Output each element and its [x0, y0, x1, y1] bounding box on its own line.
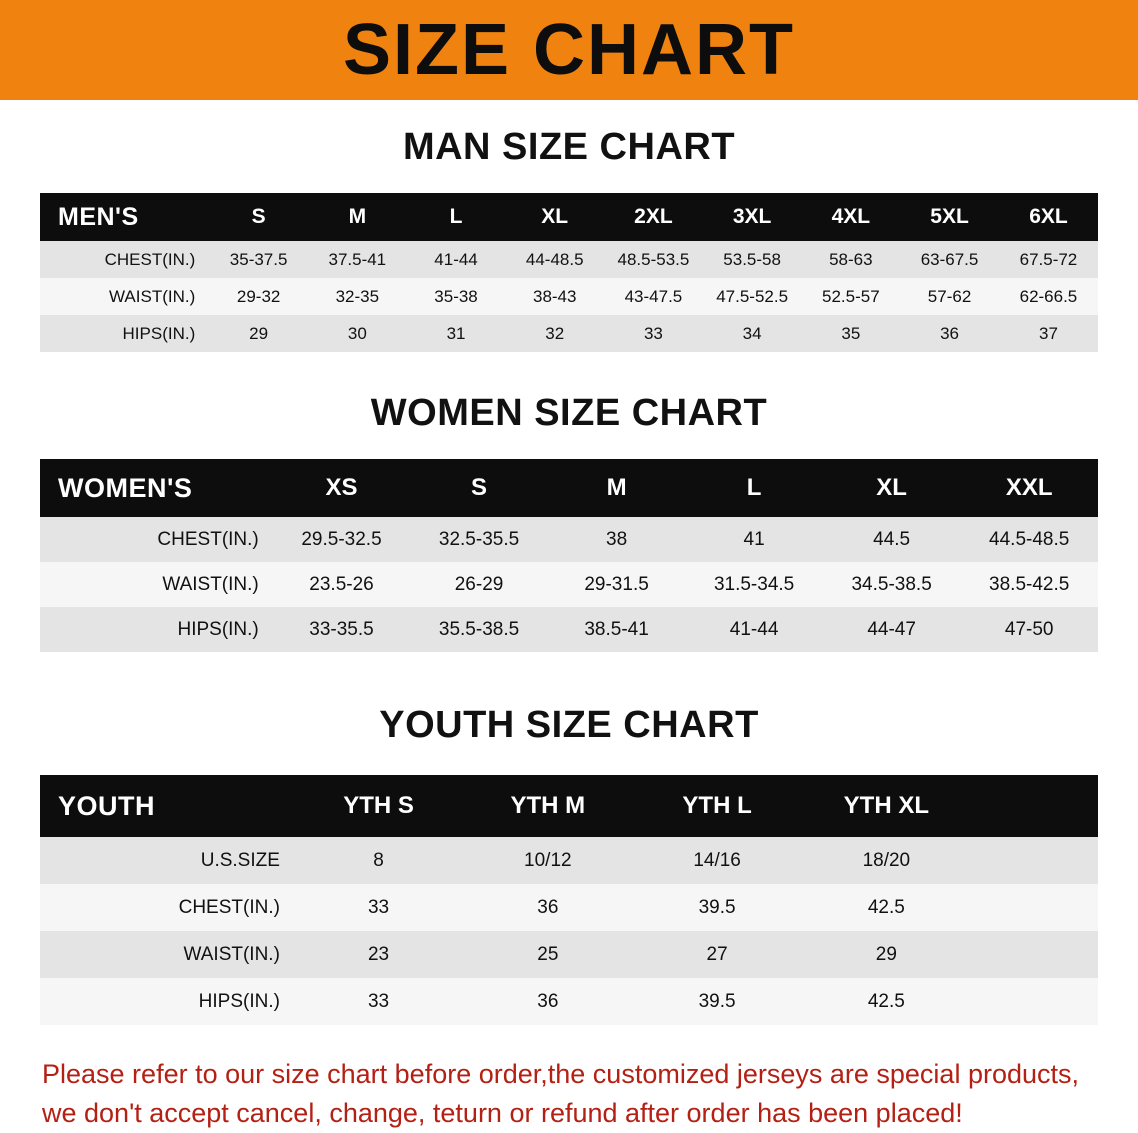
man-row-label: WAIST(IN.): [40, 278, 209, 315]
man-cell: 32-35: [308, 278, 407, 315]
page-title: SIZE CHART: [343, 10, 795, 90]
man-cell: 30: [308, 315, 407, 352]
man-cell: 52.5-57: [801, 278, 900, 315]
women-cell: 38: [548, 517, 686, 562]
youth-cell: 39.5: [632, 978, 801, 1025]
man-header-cell: 5XL: [900, 193, 999, 241]
women-cell: 32.5-35.5: [410, 517, 548, 562]
man-header-cell: 2XL: [604, 193, 703, 241]
table-row: [40, 517, 1098, 562]
table-row: [40, 562, 1098, 607]
youth-section-title: YOUTH SIZE CHART: [379, 704, 759, 746]
women-cell: 29.5-32.5: [273, 517, 411, 562]
man-cell: 32: [505, 315, 604, 352]
man-cell: 58-63: [801, 241, 900, 278]
women-cell: 38.5-41: [548, 607, 686, 652]
man-row-label: HIPS(IN.): [40, 315, 209, 352]
youth-cell: 23: [294, 931, 463, 978]
man-header-cell: S: [209, 193, 308, 241]
man-header-cell: 6XL: [999, 193, 1098, 241]
man-row-label: CHEST(IN.): [40, 241, 209, 278]
youth-cell: 10/12: [463, 837, 632, 884]
table-row: [40, 607, 1098, 652]
man-cell: 57-62: [900, 278, 999, 315]
women-section-title: WOMEN SIZE CHART: [370, 392, 768, 434]
youth-size-section: [0, 704, 1138, 1025]
youth-cell: 33: [294, 978, 463, 1025]
youth-table-header-row: [40, 775, 1098, 837]
women-header-cell: L: [685, 459, 823, 517]
man-header-cell: L: [407, 193, 506, 241]
women-cell: 47-50: [960, 607, 1098, 652]
women-size-table: [40, 459, 1098, 652]
table-row: [40, 978, 1098, 1025]
youth-header-label: YOUTH: [40, 775, 294, 837]
youth-row-label: WAIST(IN.): [40, 931, 294, 978]
women-cell: 44.5: [823, 517, 961, 562]
women-row-label: CHEST(IN.): [40, 517, 273, 562]
youth-size-table: [40, 775, 1098, 1025]
man-cell: 37: [999, 315, 1098, 352]
women-size-section: [0, 392, 1138, 652]
man-cell: 62-66.5: [999, 278, 1098, 315]
youth-cell: 39.5: [632, 884, 801, 931]
youth-header-cell: YTH M: [463, 775, 632, 837]
man-cell: 41-44: [407, 241, 506, 278]
women-header-cell: XS: [273, 459, 411, 517]
women-header-cell: XL: [823, 459, 961, 517]
women-cell: 44.5-48.5: [960, 517, 1098, 562]
man-size-section: [0, 126, 1138, 352]
man-cell: 33: [604, 315, 703, 352]
youth-header-cell: YTH XL: [802, 775, 971, 837]
youth-row-label: HIPS(IN.): [40, 978, 294, 1025]
women-header-label: WOMEN'S: [40, 459, 273, 517]
man-cell: 31: [407, 315, 506, 352]
man-cell: 48.5-53.5: [604, 241, 703, 278]
youth-cell: 36: [463, 884, 632, 931]
man-cell: 43-47.5: [604, 278, 703, 315]
women-table-header-row: [40, 459, 1098, 517]
women-cell: 23.5-26: [273, 562, 411, 607]
man-cell: 35: [801, 315, 900, 352]
man-cell: 29-32: [209, 278, 308, 315]
table-row: [40, 278, 1098, 315]
table-row: [40, 884, 1098, 931]
man-cell: 37.5-41: [308, 241, 407, 278]
man-cell: 63-67.5: [900, 241, 999, 278]
table-row: [40, 315, 1098, 352]
man-size-table: [40, 193, 1098, 352]
youth-cell-spacer: [971, 837, 1098, 884]
disclaimer-line-2: we don't accept cancel, change, teturn or refund after order has been placed!: [42, 1098, 963, 1129]
disclaimer-line-1: Please refer to our size chart before order,the customized jerseys are special products,: [42, 1059, 1080, 1089]
man-header-cell: M: [308, 193, 407, 241]
youth-cell: 8: [294, 837, 463, 884]
table-row: [40, 837, 1098, 884]
man-cell: 47.5-52.5: [703, 278, 802, 315]
youth-cell: 29: [802, 931, 971, 978]
youth-row-label: CHEST(IN.): [40, 884, 294, 931]
table-row: [40, 931, 1098, 978]
women-row-label: WAIST(IN.): [40, 562, 273, 607]
women-cell: 41-44: [685, 607, 823, 652]
women-cell: 38.5-42.5: [960, 562, 1098, 607]
man-cell: 53.5-58: [703, 241, 802, 278]
women-cell: 41: [685, 517, 823, 562]
youth-cell-spacer: [971, 884, 1098, 931]
man-header-cell: XL: [505, 193, 604, 241]
women-cell: 33-35.5: [273, 607, 411, 652]
man-cell: 67.5-72: [999, 241, 1098, 278]
youth-header-cell: YTH L: [632, 775, 801, 837]
man-header-label: MEN'S: [40, 193, 209, 241]
table-row: [40, 241, 1098, 278]
man-header-cell: 4XL: [801, 193, 900, 241]
man-cell: 34: [703, 315, 802, 352]
youth-cell: 42.5: [802, 978, 971, 1025]
youth-cell: 14/16: [632, 837, 801, 884]
women-cell: 26-29: [410, 562, 548, 607]
youth-cell-spacer: [971, 931, 1098, 978]
youth-cell: 27: [632, 931, 801, 978]
man-cell: 35-37.5: [209, 241, 308, 278]
man-cell: 36: [900, 315, 999, 352]
man-cell: 29: [209, 315, 308, 352]
youth-cell: 33: [294, 884, 463, 931]
youth-header-spacer: [971, 775, 1098, 837]
youth-cell: 18/20: [802, 837, 971, 884]
women-header-cell: S: [410, 459, 548, 517]
man-table-header-row: [40, 193, 1098, 241]
man-cell: 38-43: [505, 278, 604, 315]
youth-cell: 25: [463, 931, 632, 978]
man-cell: 35-38: [407, 278, 506, 315]
page-banner: [0, 0, 1138, 100]
women-header-cell: M: [548, 459, 686, 517]
youth-cell-spacer: [971, 978, 1098, 1025]
youth-header-cell: YTH S: [294, 775, 463, 837]
women-cell: 29-31.5: [548, 562, 686, 607]
youth-cell: 36: [463, 978, 632, 1025]
women-cell: 35.5-38.5: [410, 607, 548, 652]
women-header-cell: XXL: [960, 459, 1098, 517]
youth-cell: 42.5: [802, 884, 971, 931]
youth-row-label: U.S.SIZE: [40, 837, 294, 884]
man-section-title: MAN SIZE CHART: [402, 126, 736, 168]
women-cell: 31.5-34.5: [685, 562, 823, 607]
women-cell: 44-47: [823, 607, 961, 652]
women-cell: 34.5-38.5: [823, 562, 961, 607]
disclaimer-note: [42, 1055, 1096, 1133]
man-header-cell: 3XL: [703, 193, 802, 241]
women-row-label: HIPS(IN.): [40, 607, 273, 652]
man-cell: 44-48.5: [505, 241, 604, 278]
